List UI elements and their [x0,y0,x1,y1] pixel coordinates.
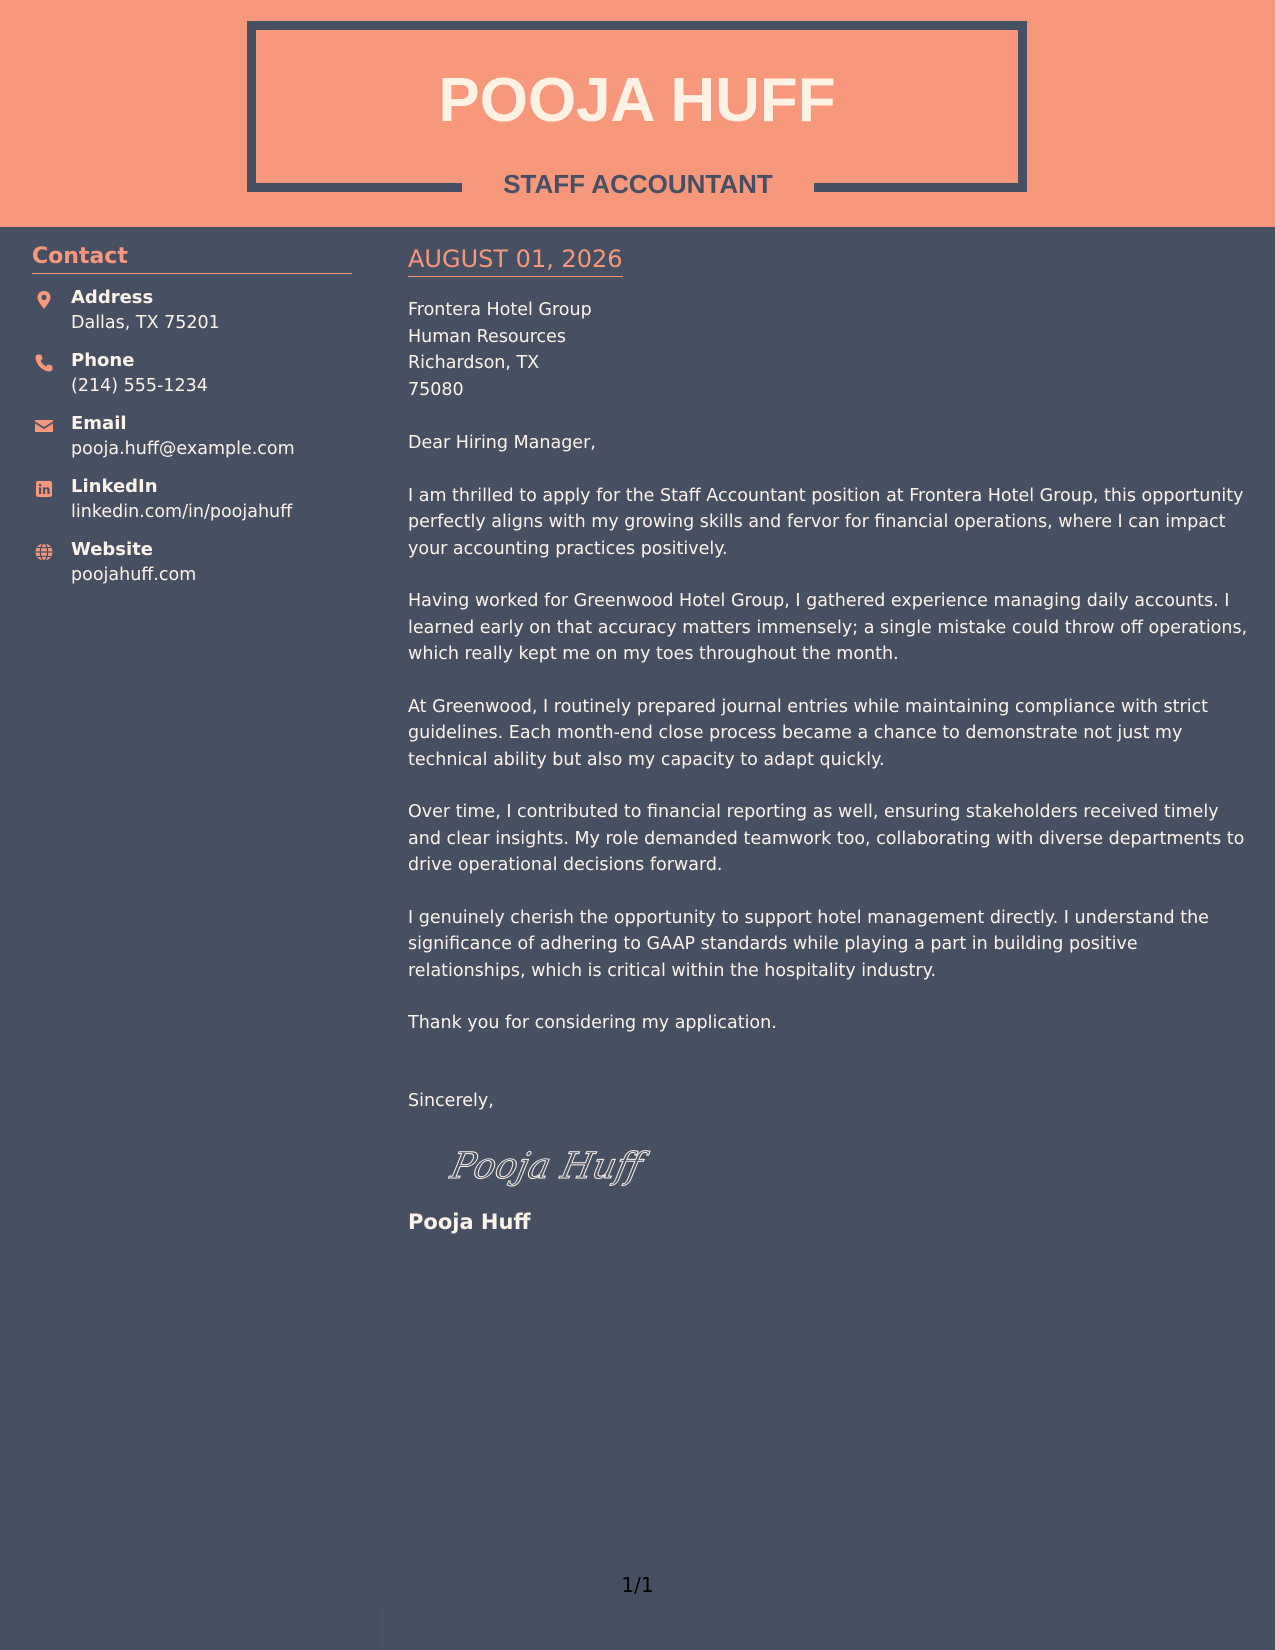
phone-value: (214) 555-1234 [71,376,208,396]
contact-sidebar [32,243,352,601]
linkedin-icon [34,479,54,499]
signature-text: Pooja Huff [447,1144,647,1187]
contact-list [32,286,352,601]
linkedin-value[interactable]: linkedin.com/in/poojahuff [71,502,293,522]
footer-divider [382,1605,383,1650]
contact-item-website [32,538,352,601]
letter-paragraph: At Greenwood, I routinely prepared journal entries while maintaining compliance with strict guidelines. Each month-end close process became a chance to demonstrate not just my technical ability but also my capacity to adapt quickly. [408,696,1209,770]
email-value[interactable]: pooja.huff@example.com [71,439,295,459]
recipient-zip: 75080 [408,379,464,400]
contact-label: Website [71,539,154,560]
applicant-name: POOJA HUFF [438,66,836,135]
job-title: STAFF ACCOUNTANT [503,169,773,199]
signer-name: Pooja Huff [408,1210,531,1234]
contact-label: Email [71,413,127,434]
contact-label: LinkedIn [71,476,158,497]
envelope-icon [34,416,54,436]
recipient-department: Human Resources [408,326,567,347]
header-banner [0,0,1275,227]
letter-body [408,243,1253,1236]
contact-label: Phone [71,350,135,371]
contact-item-phone [32,349,352,412]
phone-icon [34,353,54,373]
contact-heading: Contact [32,243,352,274]
recipient-company: Frontera Hotel Group [408,300,592,320]
recipient-city: Richardson, TX [408,353,540,373]
recipient-address [408,297,1253,403]
letter-paragraph: I am thrilled to apply for the Staff Accountant position at Frontera Hotel Group, this opportunity perfectly aligns with my growing skills and fervor for financial operations, where I can impact your accounting practices positively. [408,485,1244,559]
page-number: 1/1 [621,1573,654,1597]
website-value[interactable]: poojahuff.com [71,565,197,585]
signature-image [446,1136,666,1192]
contact-label: Address [71,287,154,308]
letter-paragraph: I genuinely cherish the opportunity to support hotel management directly. I understand the significance of adhering to GAAP standards while playing a part in building positive relationships, which is critical within the hospitality industry. [408,907,1209,981]
globe-icon [34,542,54,562]
map-pin-icon [34,290,54,310]
contact-item-linkedin [32,475,352,538]
signoff: Sincerely, [408,1090,494,1111]
letter-paragraph: Over time, I contributed to financial reporting as well, ensuring stakeholders received timely and clear insights. My role demanded teamwork too, collaborating with diverse departments to drive operational decisions forward. [408,802,1245,875]
contact-item-address [32,286,352,349]
address-value: Dallas, TX 75201 [71,313,220,333]
letter-paragraph: Having worked for Greenwood Hotel Group, I gathered experience managing daily accounts. I learned early on that accuracy matters immensely; a single mistake could throw off operations, which really kept me on my toes throughout the month. [408,591,1248,664]
signature [446,1136,666,1192]
letter-date: AUGUST 01, 2026 [408,243,623,277]
closing-thanks: Thank you for considering my application. [408,1013,777,1033]
contact-item-email [32,412,352,475]
salutation: Dear Hiring Manager, [408,433,596,453]
